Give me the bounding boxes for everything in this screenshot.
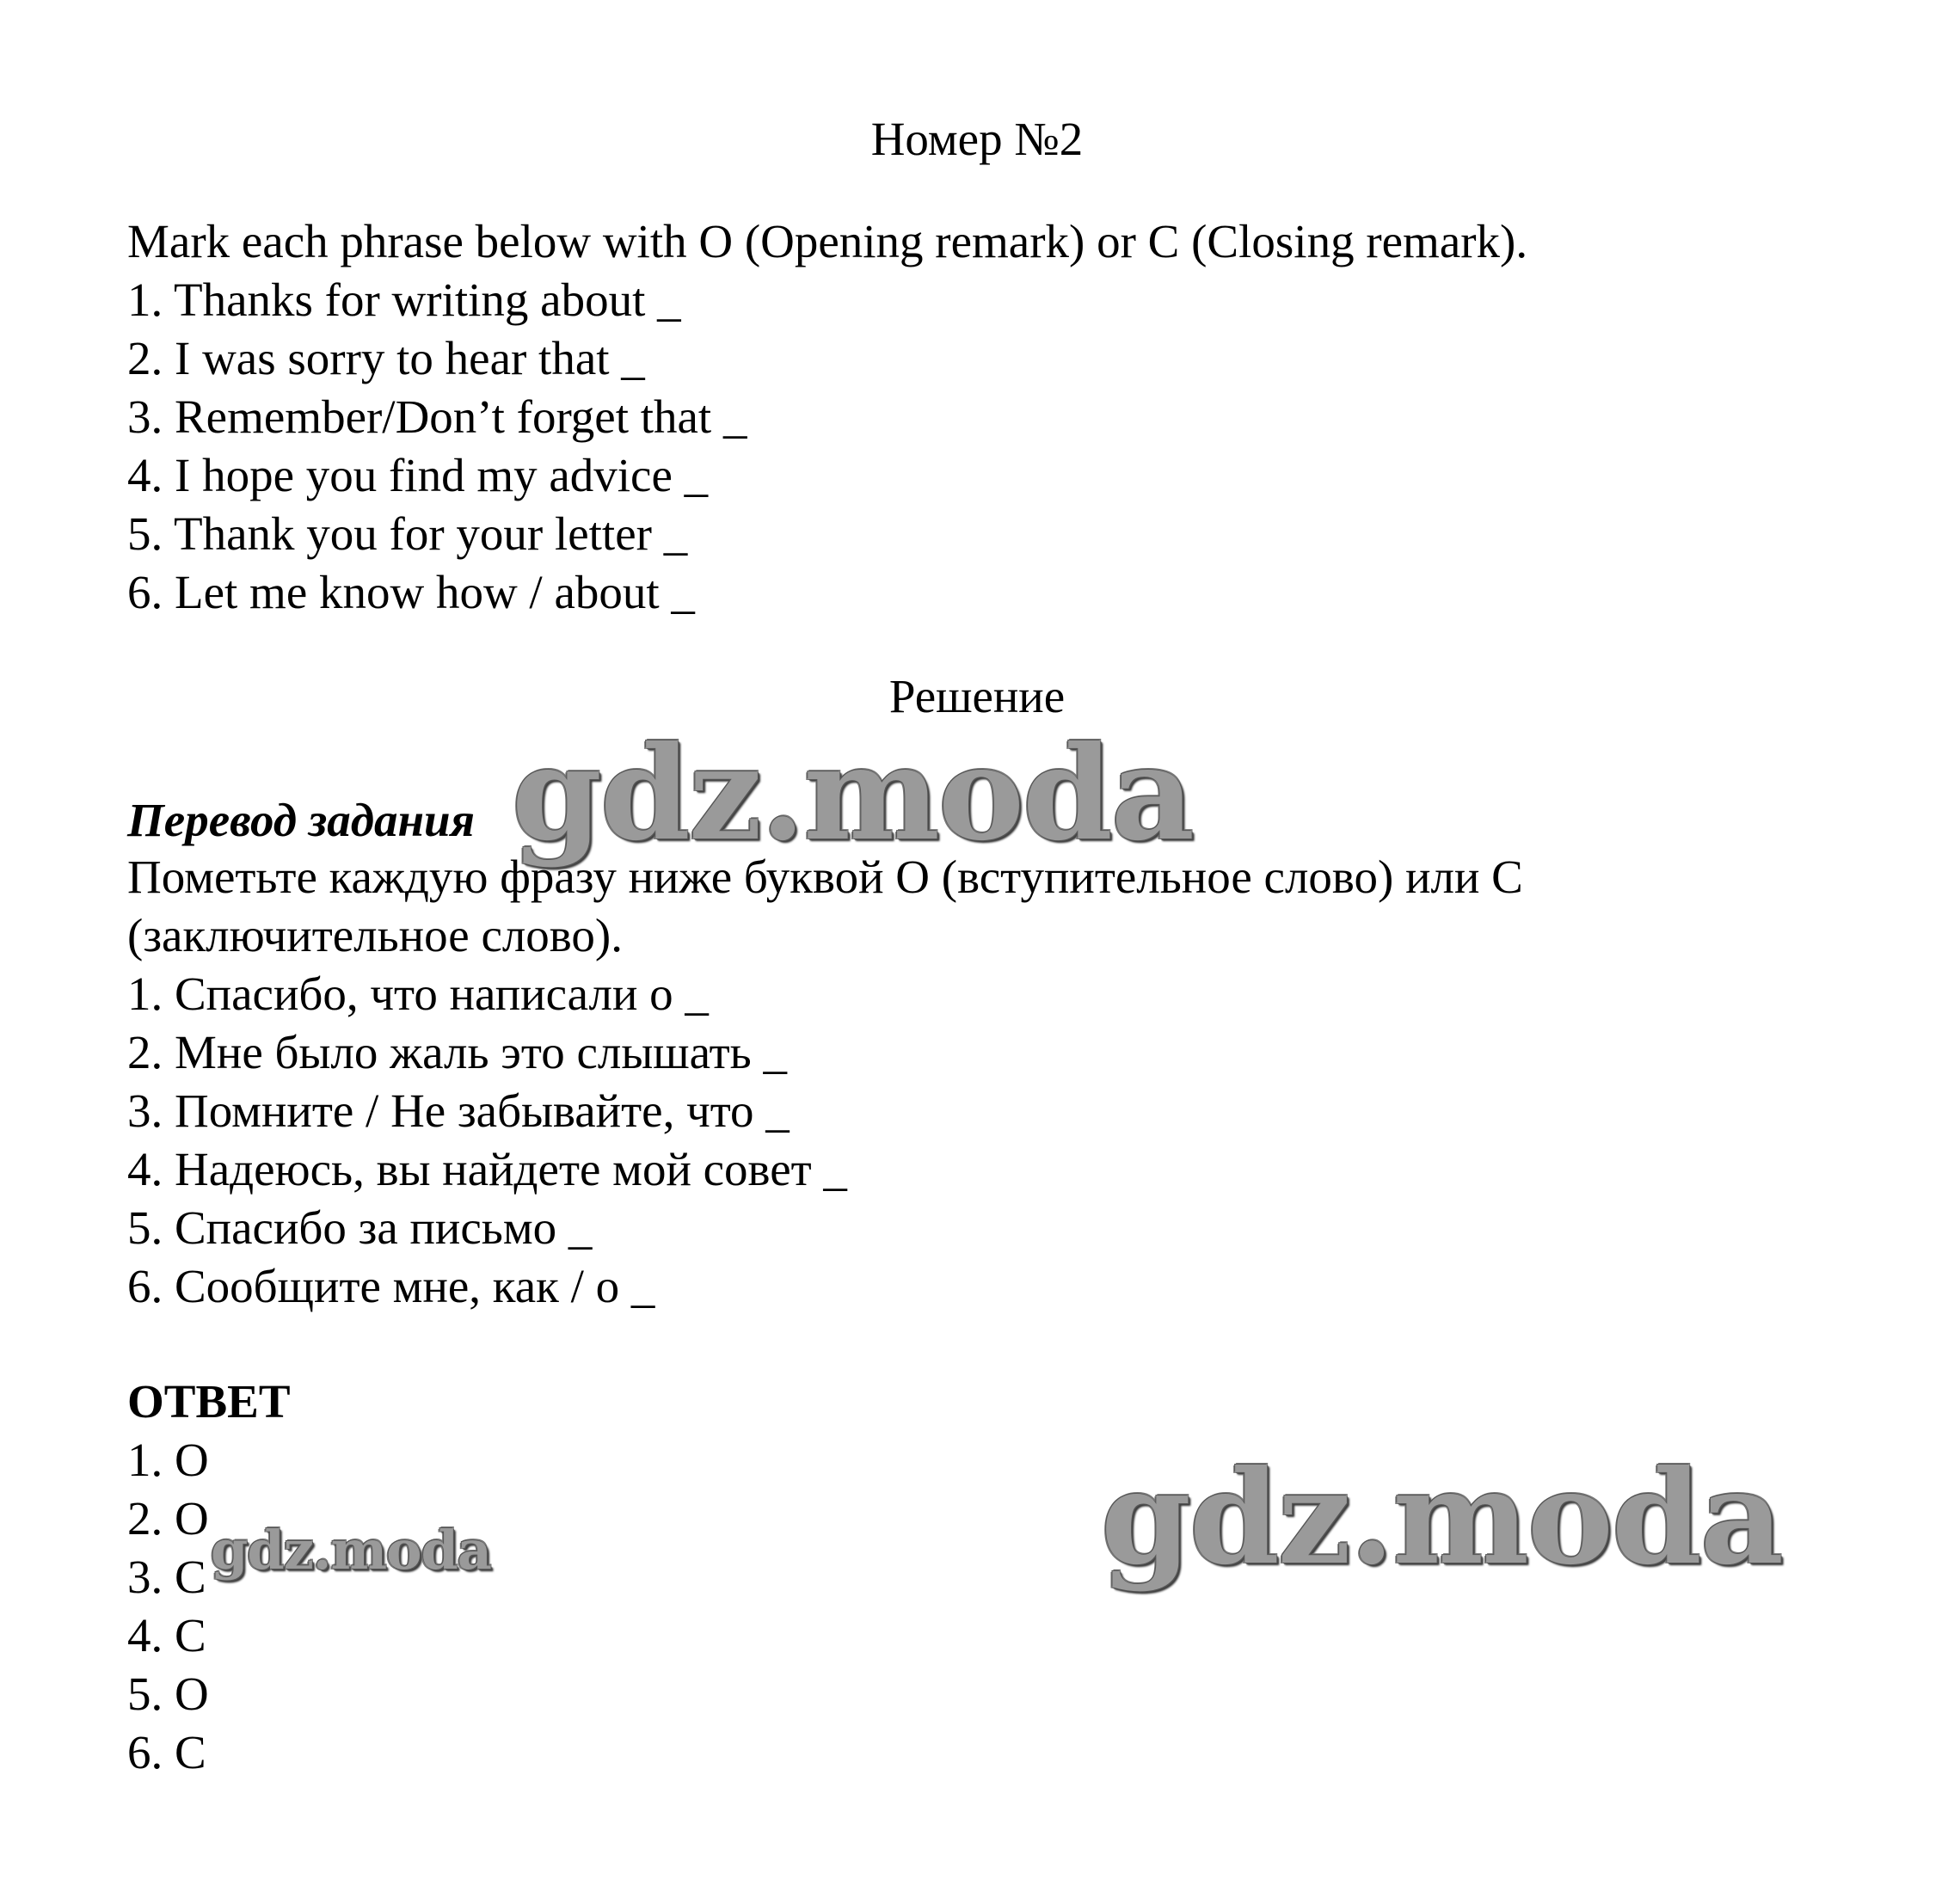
task-item: 5. Thank you for your letter _: [127, 507, 688, 560]
translation-item: 2. Мне было жаль это слышать _: [127, 1026, 787, 1078]
task-item: 3. Remember/Don’t forget that _: [127, 390, 747, 443]
translation-item: 3. Помните / Не забывайте, что _: [127, 1084, 790, 1137]
translation-item: 5. Спасибо за письмо _: [127, 1201, 593, 1254]
answer-item: 4. C: [127, 1609, 206, 1661]
answer-heading: ОТВЕТ: [127, 1375, 291, 1428]
translation-instruction-line1: Пометьте каждую фразу ниже буквой O (вступительное слово) или C: [127, 851, 1523, 903]
watermark: gdz.moda: [211, 1519, 491, 1582]
translation-item: 1. Спасибо, что написали о _: [127, 967, 709, 1020]
answer-item: 1. O: [127, 1434, 209, 1486]
answer-item: 5. O: [127, 1668, 209, 1720]
page-title: Номер №2: [870, 113, 1084, 165]
solution-heading: Решение: [888, 670, 1066, 722]
watermark: gdz.moda: [512, 718, 1194, 869]
watermark: gdz.moda: [1101, 1442, 1783, 1594]
task-item: 2. I was sorry to hear that _: [127, 332, 645, 384]
translation-item: 4. Надеюсь, вы найдете мой совет _: [127, 1143, 847, 1195]
translation-heading: Перевод задания: [127, 794, 475, 846]
translation-item: 6. Сообщите мне, как / о _: [127, 1260, 655, 1312]
answer-item: 6. C: [127, 1726, 206, 1778]
task-item: 1. Thanks for writing about _: [127, 273, 681, 326]
answer-item: 2. O: [127, 1492, 209, 1545]
task-item: 6. Let me know how / about _: [127, 566, 695, 618]
task-instruction: Mark each phrase below with O (Opening remark) or C (Closing remark).: [127, 215, 1528, 267]
translation-instruction-line2: (заключительное слово).: [127, 909, 623, 961]
answer-item: 3. C: [127, 1551, 206, 1603]
task-item: 4. I hope you find my advice _: [127, 449, 709, 501]
